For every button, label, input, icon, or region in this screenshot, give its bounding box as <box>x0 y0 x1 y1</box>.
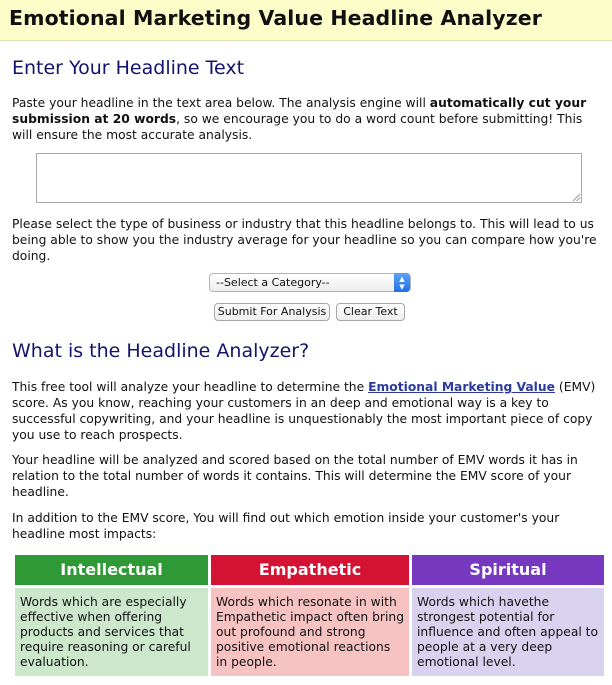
spiritual-description: Words which havethe strongest potential for influence and often appeal to people at a very deep emotional level. <box>412 588 604 676</box>
enter-headline-heading: Enter Your Headline Text <box>12 57 245 79</box>
intellectual-description: Words which are especially effective when offering products and services that require reasoning or careful evaluation. <box>15 588 208 676</box>
page-header <box>0 0 612 41</box>
about-heading: What is the Headline Analyzer? <box>12 340 310 362</box>
empathetic-description: Words which resonate in with Empathetic impact often bring out profound and strong positive emotional reactions in people. <box>211 588 409 676</box>
intellectual-header: Intellectual <box>15 555 208 585</box>
category-select[interactable] <box>209 273 411 292</box>
emv-link[interactable]: Emotional Marketing Value <box>368 380 555 394</box>
empathetic-header: Empathetic <box>211 555 409 585</box>
updown-arrows-icon: ▲ ▼ <box>394 273 410 292</box>
intro-text-end: , so we encourage you to do a word count before submitting! This will ensure the most accurate analysis. <box>12 112 583 142</box>
submit-button[interactable]: Submit For Analysis <box>214 303 330 321</box>
intro-bold-text: automatically cut your submission at 20 words <box>12 96 587 126</box>
clear-text-button[interactable]: Clear Text <box>336 303 405 321</box>
page-title: Emotional Marketing Value Headline Analyzer <box>9 6 542 30</box>
about-paragraph-2: Your headline will be analyzed and scored based on the total number of EMV words it has in relation to the total number of words it contains. This will determine the EMV score of your headline. <box>12 453 578 499</box>
category-prompt: Please select the type of business or industry that this headline belongs to. This will lead to us being able to show you the industry average for your headline so you can compare how you're doing. <box>12 217 597 263</box>
about-p1-start: This free tool will analyze your headline to determine the <box>12 380 369 394</box>
intro-paragraph <box>12 95 602 143</box>
about-paragraph-1 <box>12 379 602 443</box>
spiritual-header: Spiritual <box>412 555 604 585</box>
category-select-value: --Select a Category-- <box>216 276 330 289</box>
intro-text-start: Paste your headline in the text area below. The analysis engine will <box>12 96 430 110</box>
about-paragraph-3: In addition to the EMV score, You will find out which emotion inside your customer's your headline most impacts: <box>12 511 560 541</box>
about-p1-end: (EMV) score. As you know, reaching your customers in an deep and emotional way is a key to successful copywriting, and your headline is unquestionably the most important piece of copy you use to reach prospects. <box>12 380 596 442</box>
headline-textarea[interactable] <box>36 153 582 203</box>
